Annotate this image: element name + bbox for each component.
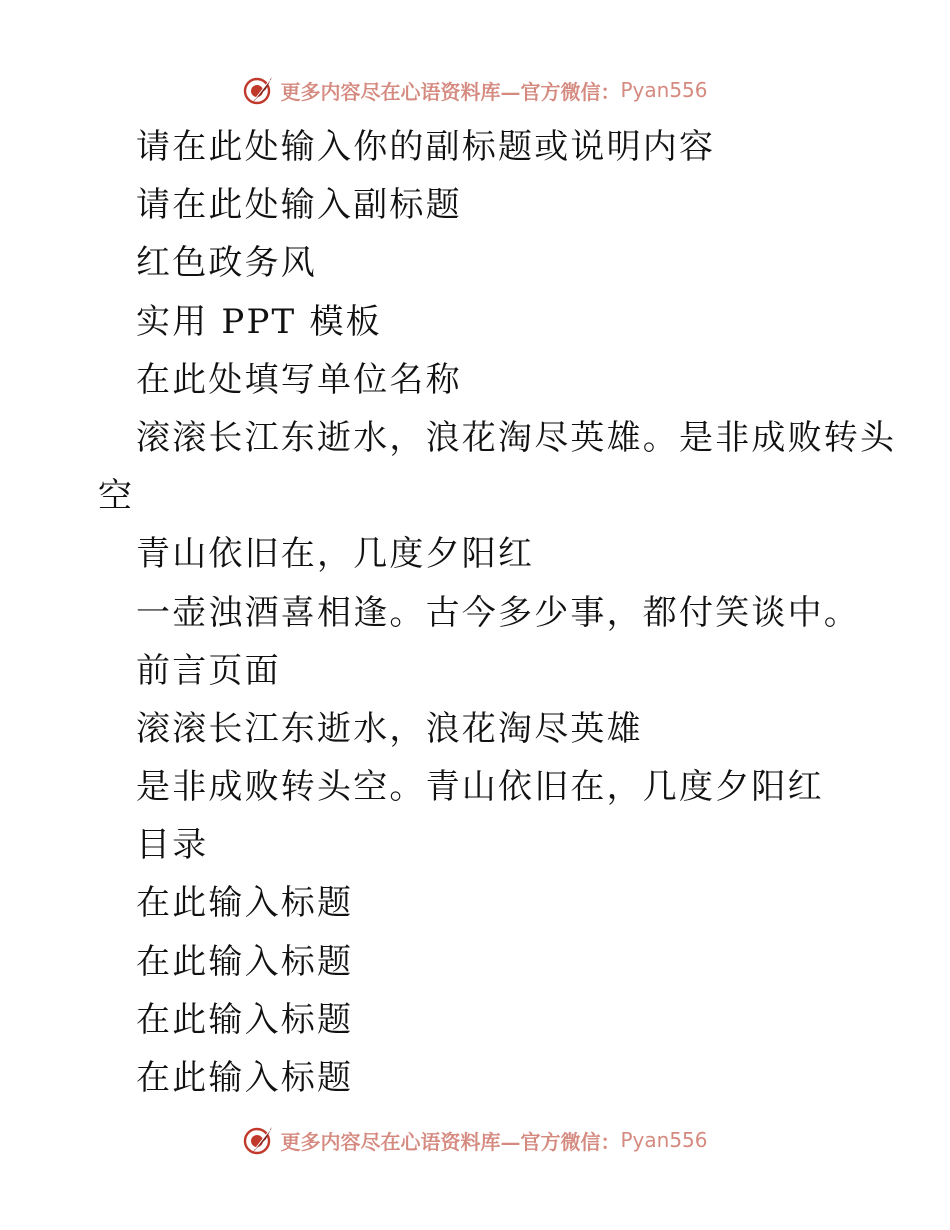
text-line: 滚滚长江东逝水，浪花淘尽英雄 — [136, 708, 643, 749]
quill-pen-logo-icon — [242, 73, 276, 107]
text-line-continuation: 空 — [98, 476, 135, 517]
text-line: 在此输入标题 — [136, 999, 354, 1040]
text-line: 红色政务风 — [136, 243, 317, 284]
text-line: 实用 PPT 模板 — [136, 301, 382, 342]
text-line: 请在此处输入你的副标题或说明内容 — [136, 127, 716, 167]
text-line: 前言页面 — [136, 650, 281, 691]
text-line: 青山依旧在，几度夕阳红 — [136, 534, 535, 575]
text-line: 请在此处输入副标题 — [136, 185, 462, 226]
text-line: 一壶浊酒喜相逢。古今多少事，都付笑谈中。 — [136, 592, 860, 633]
text-line: 目录 — [136, 825, 209, 866]
text-line: 在此输入标题 — [136, 1058, 354, 1098]
text-line: 是非成败转头空。青山依旧在，几度夕阳红 — [136, 767, 824, 808]
header-watermark-id: Pyan556 — [620, 78, 708, 102]
text-line: 在此处填写单位名称 — [136, 359, 462, 400]
text-line: 在此输入标题 — [136, 883, 354, 924]
header-watermark — [0, 70, 950, 110]
text-line: 滚滚长江东逝水，浪花淘尽英雄。是非成败转头 — [136, 417, 897, 458]
quill-pen-logo-icon — [242, 1123, 276, 1157]
footer-watermark — [0, 1120, 950, 1160]
footer-watermark-text: 更多内容尽在心语资料库—官方微信： — [280, 1129, 621, 1154]
footer-watermark-id: Pyan556 — [620, 1128, 708, 1152]
header-watermark-text: 更多内容尽在心语资料库—官方微信： — [280, 79, 621, 104]
text-line: 在此输入标题 — [136, 941, 354, 982]
document-body — [0, 118, 950, 1107]
